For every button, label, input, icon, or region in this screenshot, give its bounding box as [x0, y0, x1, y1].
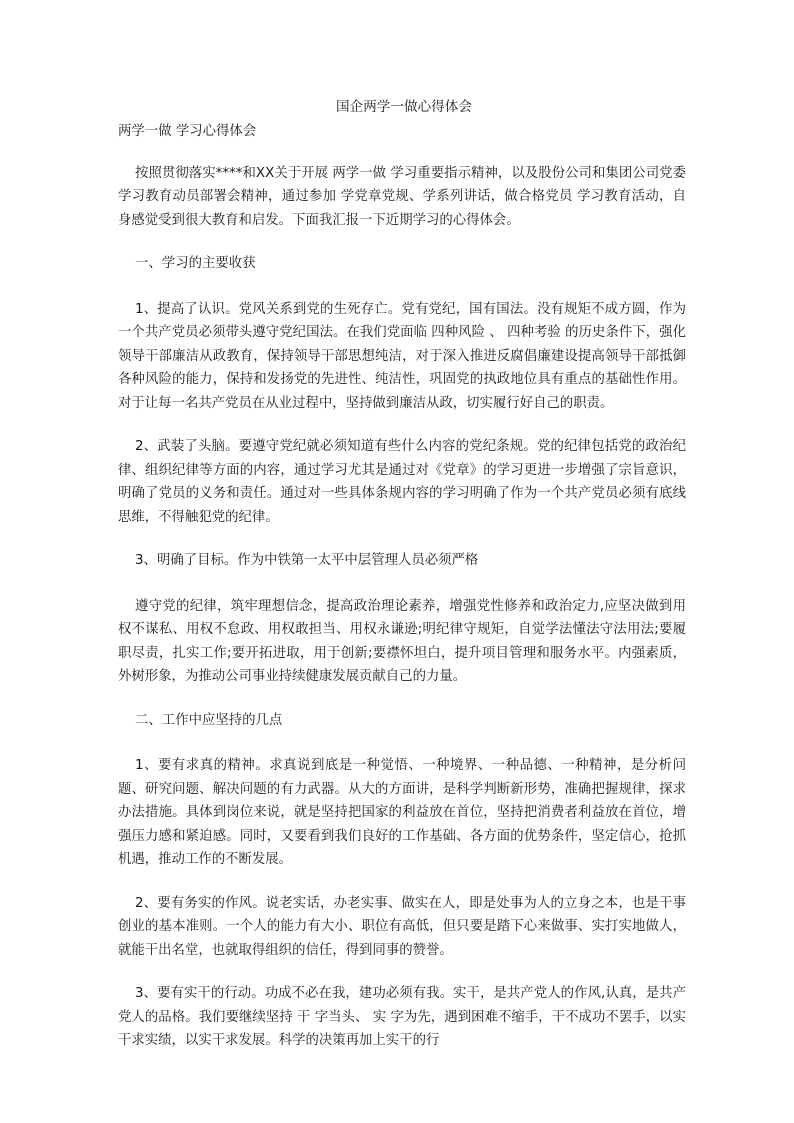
document-page: [118, 96, 686, 1073]
document-title: 国企两学一做心得体会: [336, 99, 472, 115]
paragraph-principle-1: 1、要有求真的精神。求真说到底是一种觉悟、一种境界、一种品德、一种精神，是分析问题、研究问题、解决问题的有力武器。从大的方面讲，是科学判断新形势，准确把握规律，探求办法措施。具体到岗位来说，就是坚持把国家的利益放在首位，坚持把消费者利益放在首位，增强压力感和紧迫感。同时，又要看到我们良好的工作基础、各方面的优势条件，坚定信心，抢抓机遇，推动工作的不断发展。: [118, 758, 686, 867]
section-heading-principles: 二、工作中应坚持的几点: [135, 712, 283, 728]
paragraph-principle-3: 3、要有实干的行动。功成不必在我，建功必须有我。实干，是共产党人的作风,认真，是共产党人的品格。我们要继续坚持 干 字当头、 实 字为先，遇到困难不缩手，干不成功不罢手，以实干求实绩，以实干求发展。科学的决策再加上实干的行: [118, 986, 686, 1048]
paragraph-gain-3-body: 遵守党的纪律，筑牢理想信念，提高政治理论素养，增强党性修养和政治定力,应坚决做到用权不谋私、用权不怠政、用权敢担当、用权永谦逊;明纪律守规矩，自觉学法懂法守法用法;要履职尽责，扎实工作;要开拓进取，用于创新;要襟怀坦白，提升项目管理和服务水平。内强素质，外树形象，为推动公司事业持续健康发展贡献自己的力量。: [118, 598, 686, 684]
document-subtitle: 两学一做 学习心得体会: [118, 124, 257, 139]
paragraph-gain-3-lead: 3、明确了目标。作为中铁第一太平中层管理人员必须严格: [135, 553, 479, 568]
section-heading-gains: 一、学习的主要收获: [135, 256, 256, 271]
paragraph-gain-1: 1、提高了认识。党风关系到党的生死存亡。党有党纪，国有国法。没有规矩不成方圆，作为一个共产党员必须带头遵守党纪国法。在我们党面临 四种风险 、 四种考验 的历史条件下，强化领导干部廉洁从政教育，保持领导干部思想纯洁，对于深入推进反腐倡廉建设提高领导干部抵御各种风险的能力，保持和发扬党的先进性、纯洁性，巩固党的执政地位具有重点的基础性作用。对于让每一名共产党员在从业过程中，坚持做到廉洁从政，切实履行好自己的职责。: [118, 301, 686, 411]
paragraph-gain-2: 2、武装了头脑。要遵守党纪就必须知道有些什么内容的党纪条规。党的纪律包括党的政治纪律、组织纪律等方面的内容，通过学习尤其是通过对《党章》的学习更进一步增强了宗旨意识，明确了党员的义务和责任。通过对一些具体条规内容的学习明确了作为一个共产党员必须有底线思维，不得触犯党的纪律。: [118, 439, 686, 525]
paragraph-principle-2: 2、要有务实的作风。说老实话，办老实事、做实在人，即是处事为人的立身之本，也是干事创业的基本准则。一个人的能力有大小、职位有高低，但只要是踏下心来做事、实打实地做人，就能干出名堂，也就取得组织的信任，得到同事的赞誉。: [118, 895, 686, 958]
intro-paragraph: 按照贯彻落实****和XX关于开展 两学一做 学习重要指示精神，以及股份公司和集团公司党委学习教育动员部署会精神，通过参加 学党章党规、学系列讲话，做合格党员 学习教育活动，自身感觉受到很大教育和启发。下面我汇报一下近期学习的心得体会。: [118, 165, 686, 228]
